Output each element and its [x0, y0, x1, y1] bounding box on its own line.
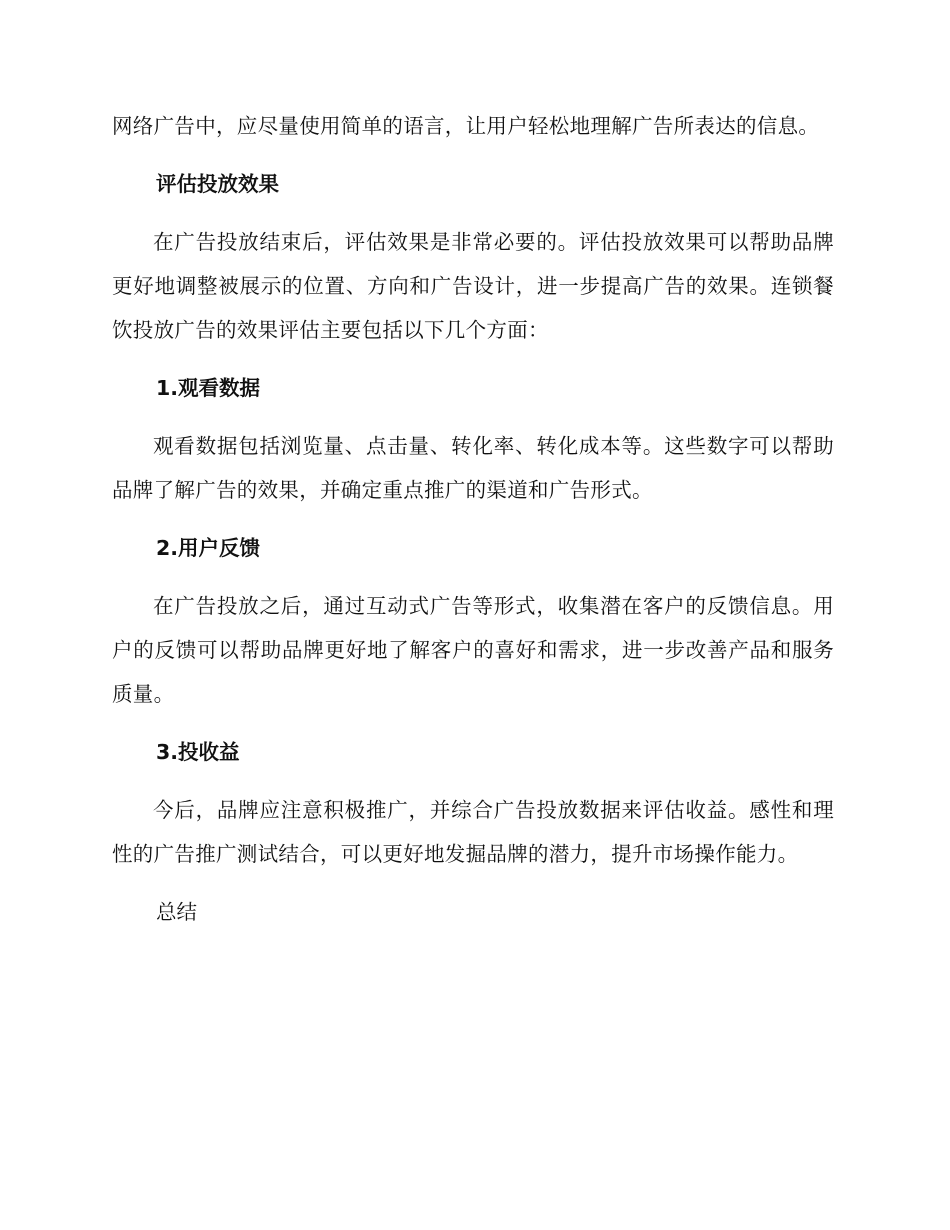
spacer	[112, 410, 834, 424]
spacer	[112, 570, 834, 584]
spacer	[112, 148, 834, 162]
intro-paragraph-tail: 网络广告中，应尽量使用简单的语言，让用户轻松地理解广告所表达的信息。	[112, 114, 820, 138]
section-paragraph-evaluate: 在广告投放结束后，评估效果是非常必要的。评估投放效果可以帮助品牌更好地调整被展示的位置、方向和广告设计，进一步提高广告的效果。连锁餐饮投放广告的效果评估主要包括以下几个方面：	[112, 230, 834, 342]
item-heading-return: 3.投收益	[156, 740, 240, 764]
item-paragraph-user-feedback: 在广告投放之后，通过互动式广告等形式，收集潜在客户的反馈信息。用户的反馈可以帮助品牌更好地了解客户的喜好和需求，进一步改善产品和服务质量。	[112, 594, 834, 706]
spacer	[112, 206, 834, 220]
spacer	[112, 352, 834, 366]
spacer	[112, 716, 834, 730]
spacer	[112, 876, 834, 890]
section-heading-evaluate: 评估投放效果	[156, 172, 279, 196]
item-paragraph-view-data: 观看数据包括浏览量、点击量、转化率、转化成本等。这些数字可以帮助品牌了解广告的效果，并确定重点推广的渠道和广告形式。	[112, 434, 834, 502]
summary-heading: 总结	[156, 900, 197, 924]
item-paragraph-return: 今后，品牌应注意积极推广，并综合广告投放数据来评估收益。感性和理性的广告推广测试结合，可以更好地发掘品牌的潜力，提升市场操作能力。	[112, 798, 834, 866]
item-heading-view-data: 1.观看数据	[156, 376, 261, 400]
item-heading-user-feedback: 2.用户反馈	[156, 536, 261, 560]
spacer	[112, 512, 834, 526]
spacer	[112, 774, 834, 788]
document-page	[112, 104, 834, 934]
